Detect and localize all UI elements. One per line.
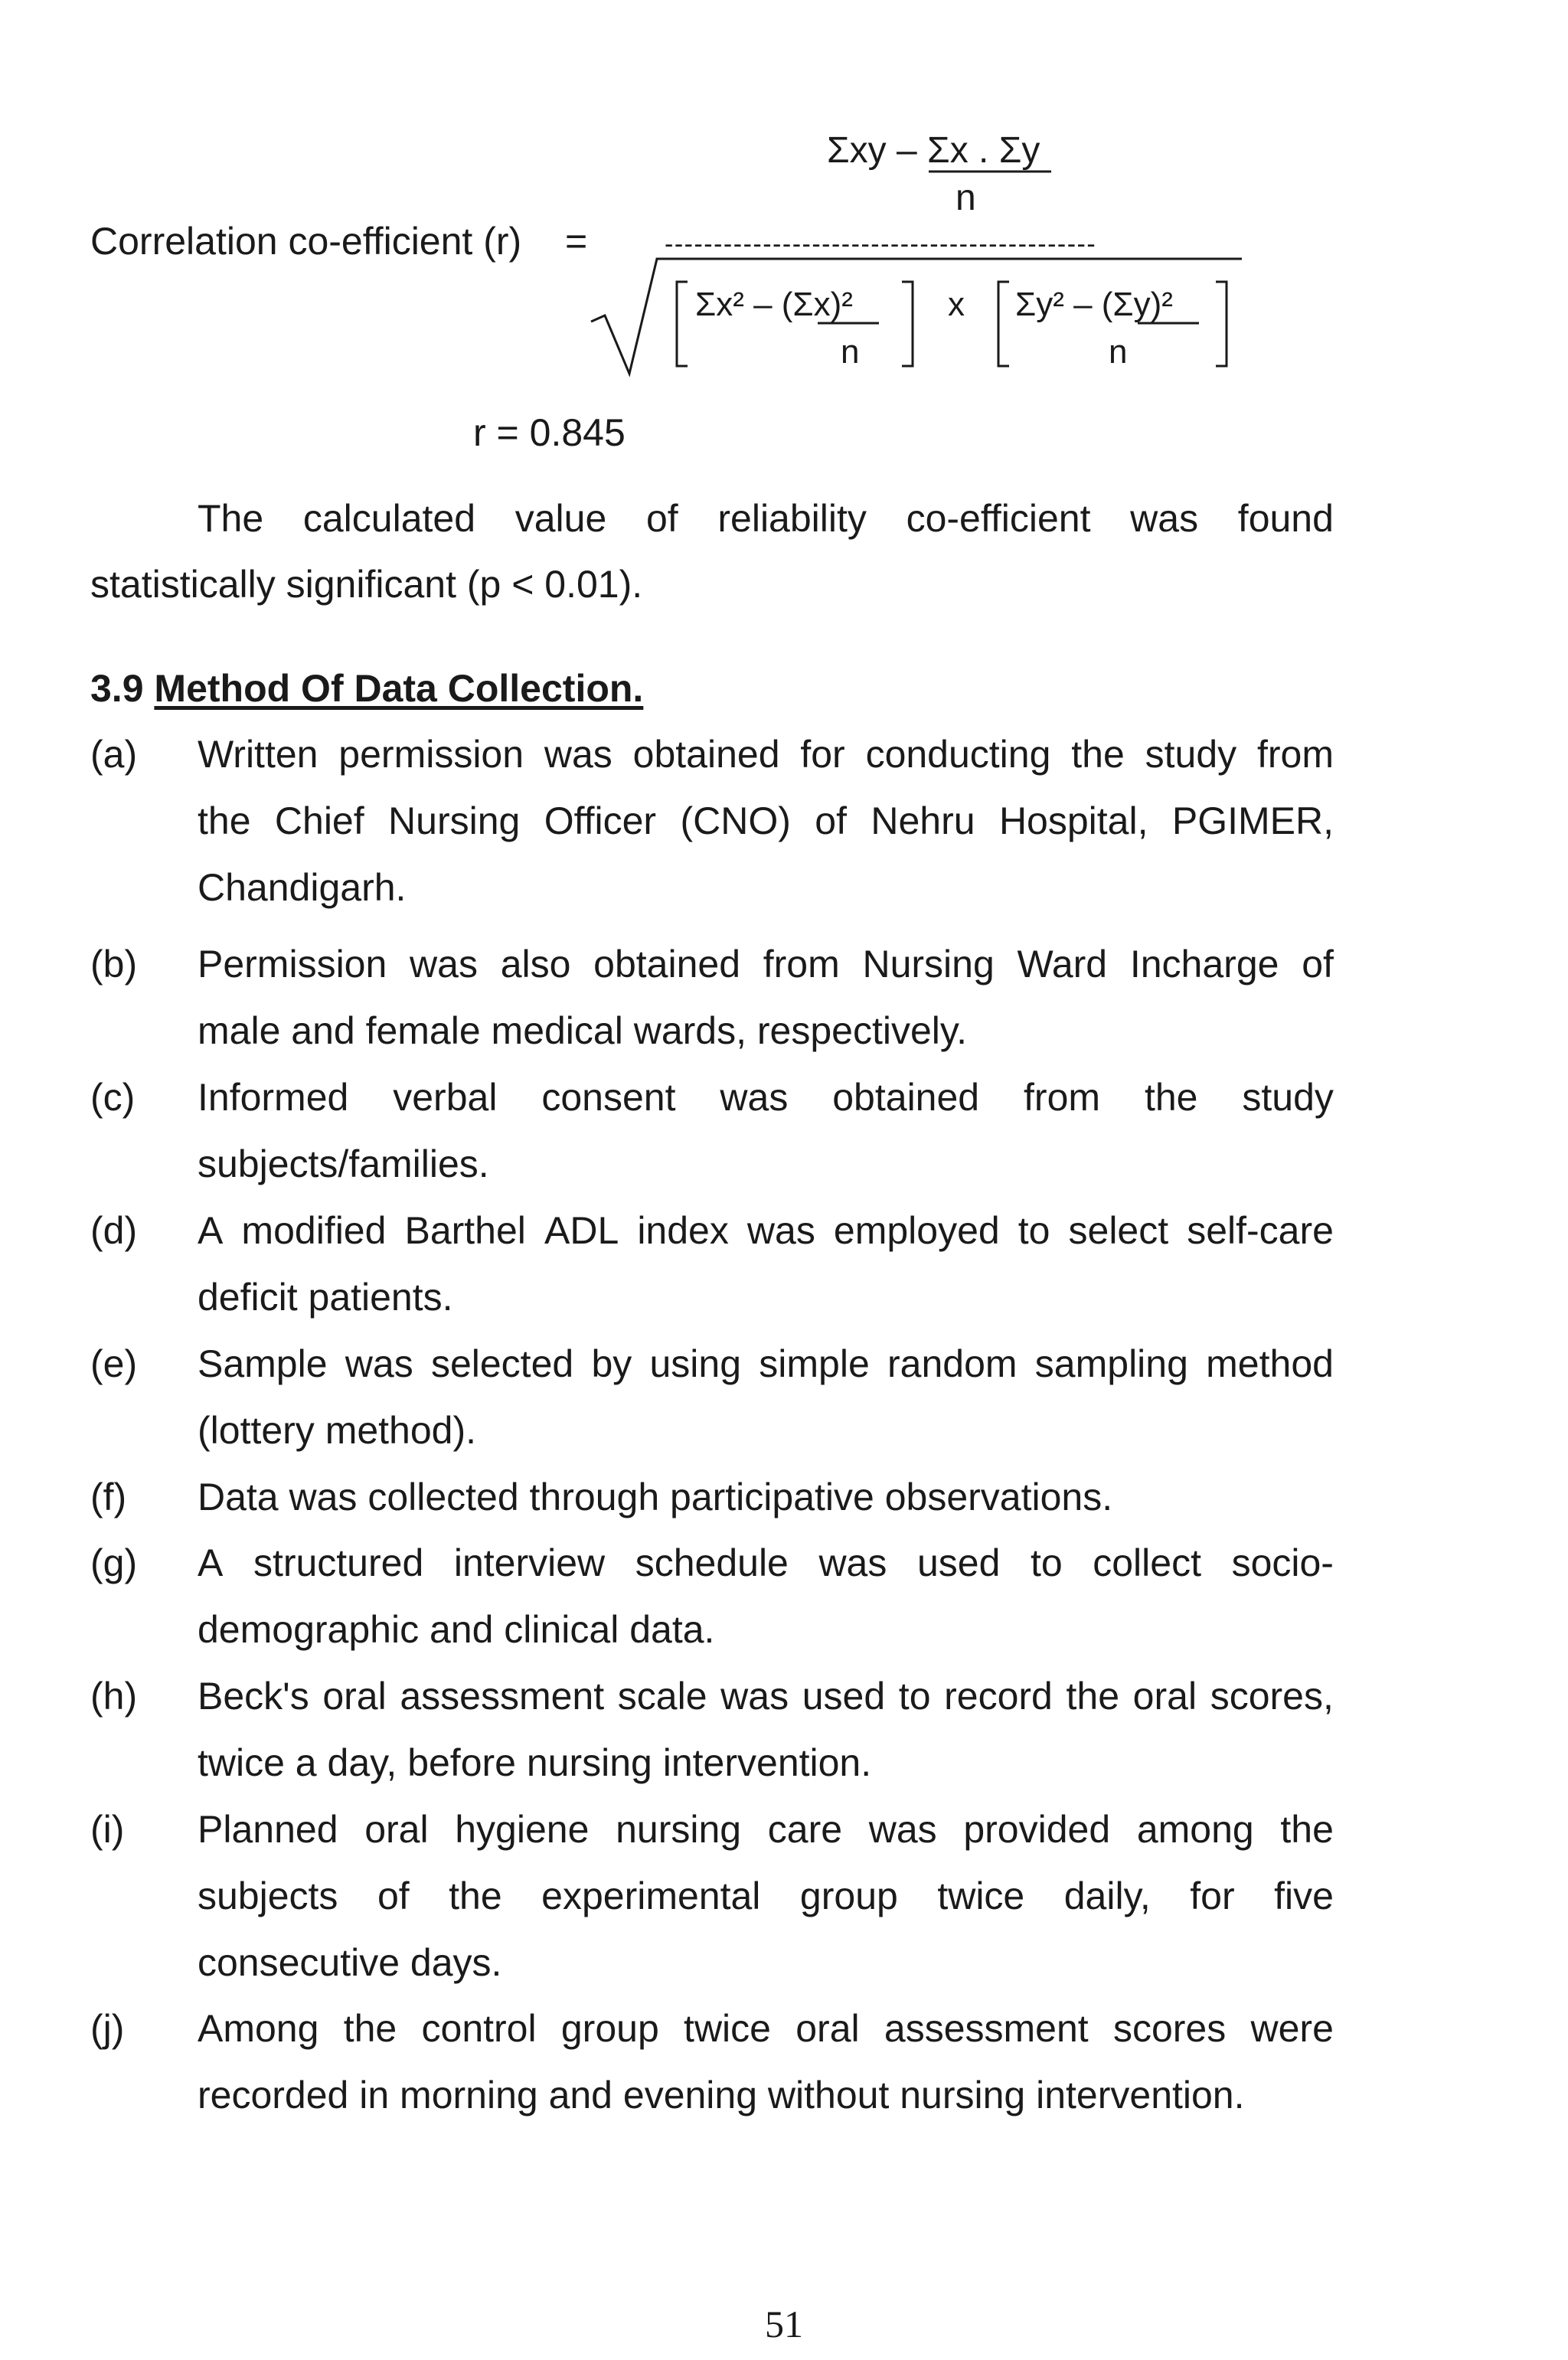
left-bracket-close bbox=[902, 282, 913, 366]
paragraph-word: was bbox=[1130, 497, 1199, 540]
list-item-line: Beck's oral assessment scale was used to record the oral scores, bbox=[198, 1675, 1334, 1718]
paragraph-word: The bbox=[198, 497, 264, 540]
section-number: 3.9 bbox=[90, 667, 144, 710]
list-item-marker: (d) bbox=[90, 1209, 138, 1252]
list-item-marker: (c) bbox=[90, 1076, 136, 1119]
list-item-marker: (h) bbox=[90, 1675, 138, 1718]
list-item-marker: (e) bbox=[90, 1342, 138, 1385]
list-item-line: Written permission was obtained for conducting the study from bbox=[198, 733, 1334, 776]
formula-times: x bbox=[948, 286, 965, 323]
list-item-line: Informed verbal consent was obtained from the study bbox=[198, 1076, 1334, 1119]
list-item-line: subjects/families. bbox=[198, 1142, 489, 1185]
paragraph-word: value bbox=[514, 497, 607, 540]
list-item-line: Permission was also obtained from Nursing Ward Incharge of bbox=[198, 943, 1334, 986]
right-bracket-open bbox=[998, 282, 1009, 366]
list-item-line: deficit patients. bbox=[198, 1276, 453, 1319]
left-bracket-open bbox=[677, 282, 688, 366]
list-item-line: subjects of the experimental group twice daily, for five bbox=[198, 1875, 1334, 1917]
list-item-line: Sample was selected by using simple random sampling method bbox=[198, 1342, 1334, 1385]
section-heading bbox=[90, 669, 643, 708]
list-item-line: consecutive days. bbox=[198, 1941, 502, 1984]
list-item-line: (lottery method). bbox=[198, 1409, 477, 1452]
list-item-line: Among the control group twice oral assessment scores were bbox=[198, 2007, 1334, 2050]
radicand-right-expression: Σy² – (Σy)² bbox=[1015, 286, 1173, 323]
list-item-line: demographic and clinical data. bbox=[198, 1608, 715, 1651]
formula-equals: = bbox=[565, 220, 588, 263]
list-item-line: A modified Barthel ADL index was employed to select self-care bbox=[198, 1209, 1334, 1252]
formula-lhs: Correlation co-efficient (r) bbox=[90, 220, 522, 263]
formula-numerator-n: n bbox=[956, 178, 976, 218]
formula-result-line: r = 0.845 bbox=[473, 411, 626, 454]
list-item-line: male and female medical wards, respectively. bbox=[198, 1009, 968, 1052]
list-item-line: Planned oral hygiene nursing care was provided among the bbox=[198, 1808, 1334, 1851]
list-item-marker: (b) bbox=[90, 943, 138, 986]
list-item-marker: (f) bbox=[90, 1476, 127, 1518]
formula-numerator: Σxy – Σx . Σy bbox=[827, 130, 1040, 171]
list-item-line: twice a day, before nursing intervention. bbox=[198, 1741, 872, 1784]
list-item-line: the Chief Nursing Officer (CNO) of Nehru Hospital, PGIMER, bbox=[198, 799, 1334, 842]
paragraph-word: of bbox=[645, 497, 678, 540]
paragraph-word: reliability bbox=[717, 497, 867, 540]
radicand-right-n: n bbox=[1109, 333, 1128, 371]
list-item-marker: (g) bbox=[90, 1541, 138, 1584]
section-title: Method Of Data Collection. bbox=[154, 667, 644, 710]
radicand-left-expression: Σx² – (Σx)² bbox=[695, 286, 853, 323]
list-item-marker: (i) bbox=[90, 1808, 125, 1851]
correlation-formula bbox=[0, 0, 1568, 429]
paragraph-word: calculated bbox=[302, 497, 476, 540]
list-item-line: Chandigarh. bbox=[198, 866, 407, 909]
paragraph-word: found bbox=[1237, 497, 1334, 540]
radicand-left-n: n bbox=[841, 333, 860, 371]
formula-dash-line: -------------------------------------------- bbox=[665, 230, 1097, 259]
list-item-marker: (a) bbox=[90, 733, 138, 776]
paragraph-word: co-efficient bbox=[906, 497, 1091, 540]
list-item-line: Data was collected through participative observations. bbox=[198, 1476, 1113, 1518]
right-bracket-close bbox=[1216, 282, 1227, 366]
paragraph-line-1 bbox=[198, 499, 1334, 538]
list-item-line: A structured interview schedule was used to collect socio- bbox=[198, 1541, 1334, 1584]
page-number: 51 bbox=[765, 2303, 803, 2345]
paragraph-line-2: statistically significant (p < 0.01). bbox=[90, 563, 643, 606]
list-item-line: recorded in morning and evening without nursing intervention. bbox=[198, 2074, 1245, 2116]
list-item-marker: (j) bbox=[90, 2007, 125, 2050]
